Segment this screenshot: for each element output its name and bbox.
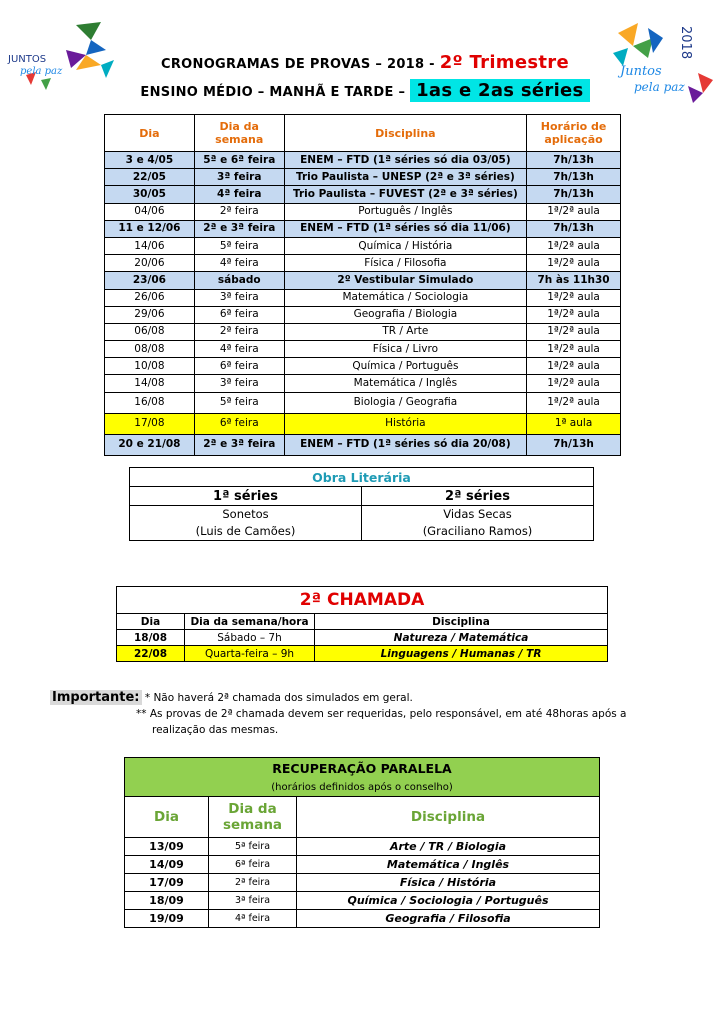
cell-dia: 19/09 bbox=[125, 910, 209, 928]
cell-disciplina: Matemática / Inglês bbox=[284, 375, 526, 392]
cell-horario: 1ª/2ª aula bbox=[527, 237, 621, 254]
cell-horario: 1ª/2ª aula bbox=[527, 341, 621, 358]
logo-right-year: 2018 bbox=[678, 26, 693, 60]
cell-horario: 1ª aula bbox=[527, 413, 621, 434]
cell-horario: 1ª/2ª aula bbox=[527, 255, 621, 272]
cell-dia: 14/06 bbox=[105, 237, 195, 254]
cell-dia: 04/06 bbox=[105, 203, 195, 220]
recuperacao-paralela-table bbox=[124, 757, 600, 928]
obra-col1-title: Sonetos bbox=[222, 507, 269, 521]
table-row bbox=[105, 152, 621, 169]
table-header-row bbox=[105, 115, 621, 152]
cell-disciplina: História bbox=[284, 413, 526, 434]
title-prefix: CRONOGRAMAS DE PROVAS – 2018 - bbox=[161, 57, 435, 72]
juntos-pela-paz-logo-right bbox=[608, 18, 718, 108]
cell-dia: 18/09 bbox=[125, 892, 209, 910]
cell-horario: 7h/13h bbox=[527, 220, 621, 237]
cell-dia: 14/08 bbox=[105, 375, 195, 392]
cell-disciplina: Arte / TR / Biologia bbox=[297, 838, 600, 856]
cell-dia-semana: 6ª feira bbox=[209, 856, 297, 874]
importante-notes bbox=[50, 690, 670, 738]
table-row bbox=[117, 630, 608, 646]
table-row bbox=[125, 910, 600, 928]
cell-dia-semana: Sábado – 7h bbox=[185, 630, 315, 646]
cell-dia: 23/06 bbox=[105, 272, 195, 289]
importante-label: Importante: bbox=[52, 690, 140, 705]
cell-disciplina: Matemática / Sociologia bbox=[284, 289, 526, 306]
cell-dia: 17/09 bbox=[125, 874, 209, 892]
cell-dia-semana: Quarta-feira – 9h bbox=[185, 646, 315, 662]
table-row bbox=[105, 413, 621, 434]
table-row bbox=[125, 856, 600, 874]
logo-right-text-1: Juntos bbox=[620, 64, 662, 79]
importante-note-2: ** As provas de 2ª chamada devem ser requeridas, pelo responsável, em até 48horas após a bbox=[136, 708, 627, 720]
cell-dia: 22/08 bbox=[117, 646, 185, 662]
cell-disciplina: Química / História bbox=[284, 237, 526, 254]
cell-dia-semana: 2ª feira bbox=[209, 874, 297, 892]
cell-dia: 13/09 bbox=[125, 838, 209, 856]
cell-disciplina: Biologia / Geografia bbox=[284, 392, 526, 413]
obra-col2-author: (Graciliano Ramos) bbox=[422, 524, 533, 538]
cell-disciplina: TR / Arte bbox=[284, 323, 526, 340]
segunda-chamada-table bbox=[116, 586, 608, 662]
obra-col2-header: 2ª séries bbox=[362, 487, 594, 506]
table-row bbox=[105, 323, 621, 340]
cell-horario: 1ª/2ª aula bbox=[527, 358, 621, 375]
cell-disciplina: Português / Inglês bbox=[284, 203, 526, 220]
table-row bbox=[117, 646, 608, 662]
cell-disciplina: Física / Livro bbox=[284, 341, 526, 358]
cell-dia: 16/08 bbox=[105, 392, 195, 413]
cell-disciplina: ENEM – FTD (1ª séries só dia 20/08) bbox=[284, 434, 526, 455]
cell-dia: 3 e 4/05 bbox=[105, 152, 195, 169]
header-dia: Dia bbox=[105, 115, 195, 152]
logo-left-text-2: pela paz bbox=[20, 66, 63, 77]
cell-dia-semana: 3ª feira bbox=[194, 375, 284, 392]
cell-dia-semana: 4ª feira bbox=[194, 341, 284, 358]
cell-horario: 1ª/2ª aula bbox=[527, 323, 621, 340]
table-row bbox=[105, 169, 621, 186]
rec-header-dia: Dia bbox=[125, 797, 209, 838]
page-title-line-2 bbox=[120, 80, 610, 101]
cell-disciplina: 2º Vestibular Simulado bbox=[284, 272, 526, 289]
juntos-pela-paz-logo-left bbox=[6, 20, 116, 95]
table-row bbox=[105, 203, 621, 220]
cell-dia-semana: 2ª e 3ª feira bbox=[194, 434, 284, 455]
cell-dia: 26/06 bbox=[105, 289, 195, 306]
cell-disciplina: Geografia / Filosofia bbox=[297, 910, 600, 928]
cell-disciplina: Natureza / Matemática bbox=[315, 630, 608, 646]
logo-right-text-2: pela paz bbox=[634, 80, 685, 94]
cell-disciplina: Física / Filosofia bbox=[284, 255, 526, 272]
cell-disciplina: Matemática / Inglês bbox=[297, 856, 600, 874]
cell-dia-semana: 6ª feira bbox=[194, 306, 284, 323]
rec-header-disciplina: Disciplina bbox=[297, 797, 600, 838]
cell-dia-semana: sábado bbox=[194, 272, 284, 289]
obra-col1-header: 1ª séries bbox=[130, 487, 362, 506]
importante-note-3: realização das mesmas. bbox=[152, 724, 279, 736]
obra-literaria-table bbox=[129, 467, 594, 541]
cell-dia-semana: 6ª feira bbox=[194, 413, 284, 434]
header-dia-semana: Dia da semana bbox=[194, 115, 284, 152]
cell-disciplina: ENEM – FTD (1ª séries só dia 03/05) bbox=[284, 152, 526, 169]
cell-dia-semana: 4ª feira bbox=[194, 255, 284, 272]
table-row bbox=[105, 220, 621, 237]
title-trimestre: 2º Trimestre bbox=[439, 52, 569, 73]
exam-schedule-table bbox=[104, 114, 621, 456]
cell-dia-semana: 3ª feira bbox=[209, 892, 297, 910]
cell-dia: 20 e 21/08 bbox=[105, 434, 195, 455]
subtitle-series: 1as e 2as séries bbox=[410, 79, 589, 102]
obra-col2-title: Vidas Secas bbox=[443, 507, 512, 521]
cell-dia: 14/09 bbox=[125, 856, 209, 874]
header-disciplina: Disciplina bbox=[284, 115, 526, 152]
table-row bbox=[105, 434, 621, 455]
obra-col1-value bbox=[130, 506, 362, 541]
cell-dia-semana: 2ª feira bbox=[194, 203, 284, 220]
cell-dia-semana: 3ª feira bbox=[194, 169, 284, 186]
rec-header-semana: Dia da semana bbox=[209, 797, 297, 838]
table-row bbox=[105, 341, 621, 358]
cell-dia: 20/06 bbox=[105, 255, 195, 272]
cell-horario: 1ª/2ª aula bbox=[527, 289, 621, 306]
table-row bbox=[105, 358, 621, 375]
cell-disciplina: Linguagens / Humanas / TR bbox=[315, 646, 608, 662]
obra-title: Obra Literária bbox=[130, 468, 594, 487]
subtitle-prefix: ENSINO MÉDIO – MANHÃ E TARDE – bbox=[140, 85, 406, 100]
cell-dia: 17/08 bbox=[105, 413, 195, 434]
cell-dia: 06/08 bbox=[105, 323, 195, 340]
obra-col2-value bbox=[362, 506, 594, 541]
obra-col1-author: (Luis de Camões) bbox=[195, 524, 296, 538]
cell-horario: 1ª/2ª aula bbox=[527, 306, 621, 323]
cell-dia-semana: 4ª feira bbox=[209, 910, 297, 928]
cell-dia: 18/08 bbox=[117, 630, 185, 646]
cell-dia-semana: 3ª feira bbox=[194, 289, 284, 306]
importante-note-1: * Não haverá 2ª chamada dos simulados em geral. bbox=[144, 692, 413, 704]
table-row bbox=[125, 874, 600, 892]
table-row bbox=[125, 838, 600, 856]
cell-dia: 08/08 bbox=[105, 341, 195, 358]
cell-horario: 7h/13h bbox=[527, 152, 621, 169]
cell-disciplina: Química / Sociologia / Português bbox=[297, 892, 600, 910]
chamada-header-semana: Dia da semana/hora bbox=[185, 614, 315, 630]
cell-horario: 1ª/2ª aula bbox=[527, 375, 621, 392]
cell-disciplina: ENEM – FTD (1ª séries só dia 11/06) bbox=[284, 220, 526, 237]
table-row bbox=[105, 186, 621, 203]
cell-disciplina: Geografia / Biologia bbox=[284, 306, 526, 323]
cell-dia: 10/08 bbox=[105, 358, 195, 375]
cell-disciplina: Trio Paulista – UNESP (2ª e 3ª séries) bbox=[284, 169, 526, 186]
page-title-line-1 bbox=[120, 52, 610, 73]
table-row bbox=[125, 892, 600, 910]
logo-left-text-1: JUNTOS bbox=[8, 54, 47, 65]
cell-dia-semana: 2ª e 3ª feira bbox=[194, 220, 284, 237]
cell-horario: 7h/13h bbox=[527, 186, 621, 203]
chamada-title: 2ª CHAMADA bbox=[117, 587, 608, 614]
cell-dia-semana: 5ª feira bbox=[194, 237, 284, 254]
table-row bbox=[105, 237, 621, 254]
table-row bbox=[105, 375, 621, 392]
cell-dia: 11 e 12/06 bbox=[105, 220, 195, 237]
header-horario: Horário de aplicação bbox=[527, 115, 621, 152]
table-row bbox=[105, 289, 621, 306]
cell-disciplina: Física / História bbox=[297, 874, 600, 892]
chamada-header-dia: Dia bbox=[117, 614, 185, 630]
table-row bbox=[105, 306, 621, 323]
cell-dia-semana: 6ª feira bbox=[194, 358, 284, 375]
cell-dia-semana: 2ª feira bbox=[194, 323, 284, 340]
chamada-header-disciplina: Disciplina bbox=[315, 614, 608, 630]
rec-title: RECUPERAÇÃO PARALELA bbox=[125, 758, 600, 779]
cell-horario: 7h/13h bbox=[527, 169, 621, 186]
cell-horario: 7h/13h bbox=[527, 434, 621, 455]
rec-subtitle: (horários definidos após o conselho) bbox=[125, 778, 600, 797]
cell-dia-semana: 4ª feira bbox=[194, 186, 284, 203]
cell-dia: 30/05 bbox=[105, 186, 195, 203]
cell-dia-semana: 5ª e 6ª feira bbox=[194, 152, 284, 169]
table-row bbox=[105, 392, 621, 413]
table-row bbox=[105, 255, 621, 272]
cell-dia: 22/05 bbox=[105, 169, 195, 186]
cell-dia-semana: 5ª feira bbox=[209, 838, 297, 856]
cell-disciplina: Química / Português bbox=[284, 358, 526, 375]
cell-dia: 29/06 bbox=[105, 306, 195, 323]
cell-horario: 1ª/2ª aula bbox=[527, 392, 621, 413]
cell-dia-semana: 5ª feira bbox=[194, 392, 284, 413]
cell-disciplina: Trio Paulista – FUVEST (2ª e 3ª séries) bbox=[284, 186, 526, 203]
cell-horario: 1ª/2ª aula bbox=[527, 203, 621, 220]
table-row bbox=[105, 272, 621, 289]
cell-horario: 7h às 11h30 bbox=[527, 272, 621, 289]
